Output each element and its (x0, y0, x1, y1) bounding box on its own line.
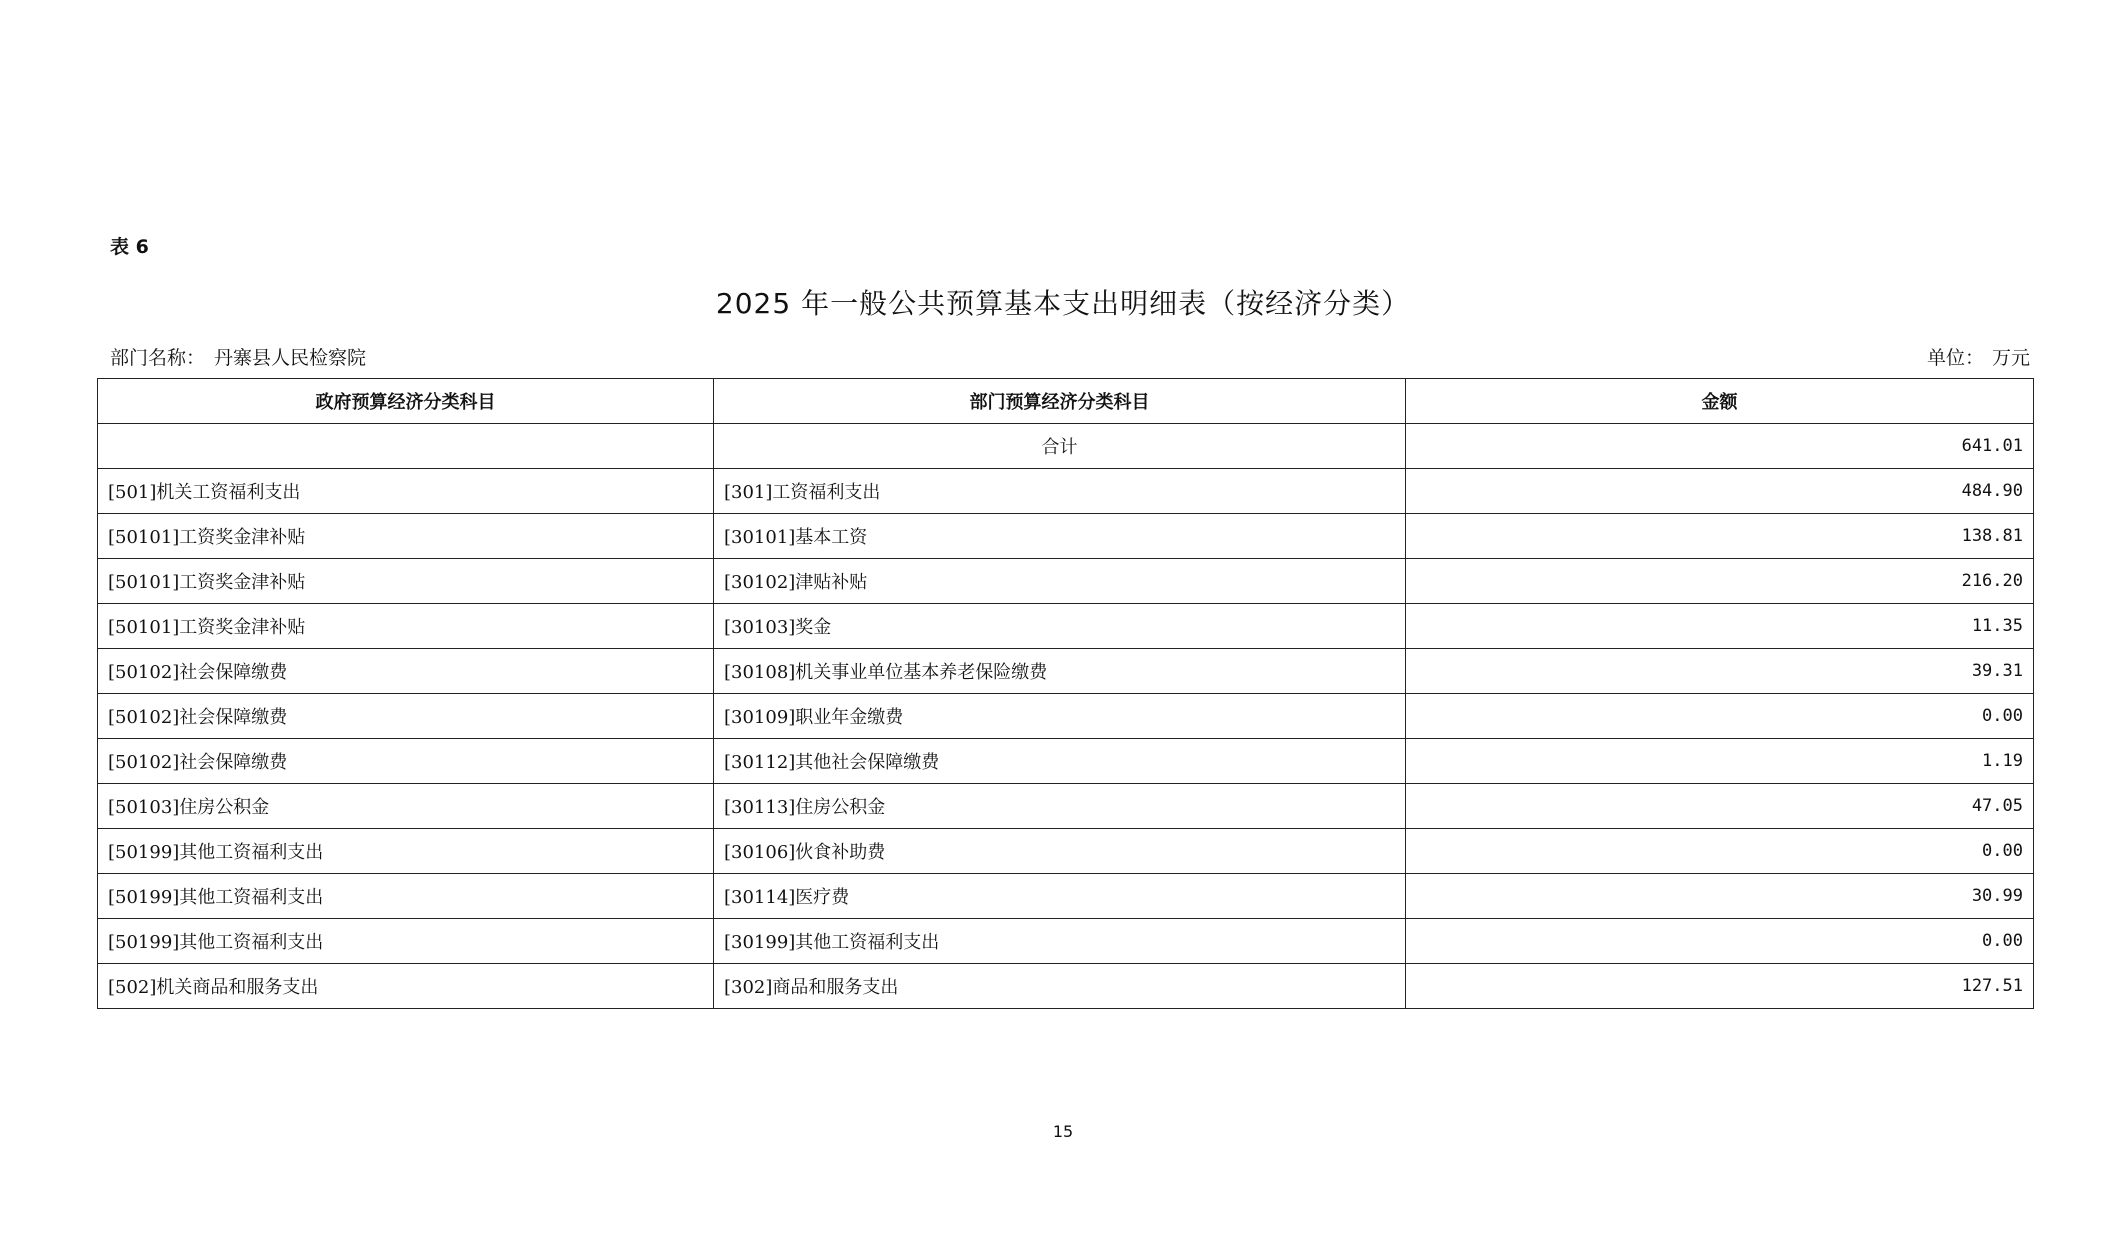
table-row (98, 829, 2034, 874)
amount-cell: 138.81 (1406, 514, 2034, 559)
unit-value: 万元 (1991, 347, 2030, 369)
table-header-row (98, 379, 2034, 424)
table-row (98, 469, 2034, 514)
gov-category-cell: [50199]其他工资福利支出 (98, 919, 714, 964)
dept-category-cell: [301]工资福利支出 (714, 469, 1406, 514)
table-row (98, 784, 2034, 829)
gov-category-cell: [50199]其他工资福利支出 (98, 874, 714, 919)
table-row (98, 874, 2034, 919)
dept-category-cell: [30103]奖金 (714, 604, 1406, 649)
gov-category-cell: [50103]住房公积金 (98, 784, 714, 829)
department-name: 丹寨县人民检察院 (214, 347, 367, 369)
gov-category-cell: [50101]工资奖金津补贴 (98, 514, 714, 559)
total-row (98, 424, 2034, 469)
unit-info (1927, 343, 2030, 370)
gov-category-cell: [50101]工资奖金津补贴 (98, 559, 714, 604)
unit-label: 单位： (1926, 347, 1984, 369)
table-row (98, 514, 2034, 559)
amount-cell: 39.31 (1406, 649, 2034, 694)
amount-cell: 1.19 (1406, 739, 2034, 784)
amount-cell: 0.00 (1406, 829, 2034, 874)
dept-category-cell: [30112]其他社会保障缴费 (714, 739, 1406, 784)
dept-category-cell: [30102]津贴补贴 (714, 559, 1406, 604)
page-title: 2025 年一般公共预算基本支出明细表（按经济分类） (715, 287, 1411, 320)
page-number: 15 (1052, 1122, 1074, 1141)
table-row (98, 919, 2034, 964)
budget-table (97, 378, 2034, 1009)
header-gov-category: 政府预算经济分类科目 (98, 379, 714, 424)
amount-cell: 11.35 (1406, 604, 2034, 649)
table-row (98, 964, 2034, 1009)
amount-cell: 47.05 (1406, 784, 2034, 829)
table-row (98, 604, 2034, 649)
amount-cell: 0.00 (1406, 919, 2034, 964)
table-row (98, 694, 2034, 739)
table-row (98, 559, 2034, 604)
dept-category-cell: [30113]住房公积金 (714, 784, 1406, 829)
gov-category-cell: [501]机关工资福利支出 (98, 469, 714, 514)
total-label: 合计 (714, 424, 1406, 469)
amount-cell: 216.20 (1406, 559, 2034, 604)
table-row (98, 739, 2034, 784)
header-dept-category: 部门预算经济分类科目 (714, 379, 1406, 424)
header-amount: 金额 (1406, 379, 2034, 424)
dept-category-cell: [30101]基本工资 (714, 514, 1406, 559)
gov-category-cell: [50102]社会保障缴费 (98, 739, 714, 784)
dept-category-cell: [302]商品和服务支出 (714, 964, 1406, 1009)
gov-category-cell: [50199]其他工资福利支出 (98, 829, 714, 874)
dept-category-cell: [30108]机关事业单位基本养老保险缴费 (714, 649, 1406, 694)
table-label: 表 6 (110, 236, 149, 258)
gov-category-cell: [50102]社会保障缴费 (98, 649, 714, 694)
total-amount: 641.01 (1406, 424, 2034, 469)
dept-category-cell: [30109]职业年金缴费 (714, 694, 1406, 739)
department-label: 部门名称： (110, 347, 206, 369)
gov-category-cell: [50102]社会保障缴费 (98, 694, 714, 739)
total-gov-cell (98, 424, 714, 469)
gov-category-cell: [502]机关商品和服务支出 (98, 964, 714, 1009)
amount-cell: 30.99 (1406, 874, 2034, 919)
document-meta (110, 343, 2030, 371)
table-row (98, 649, 2034, 694)
dept-category-cell: [30114]医疗费 (714, 874, 1406, 919)
gov-category-cell: [50101]工资奖金津补贴 (98, 604, 714, 649)
dept-category-cell: [30106]伙食补助费 (714, 829, 1406, 874)
amount-cell: 0.00 (1406, 694, 2034, 739)
dept-category-cell: [30199]其他工资福利支出 (714, 919, 1406, 964)
amount-cell: 127.51 (1406, 964, 2034, 1009)
amount-cell: 484.90 (1406, 469, 2034, 514)
